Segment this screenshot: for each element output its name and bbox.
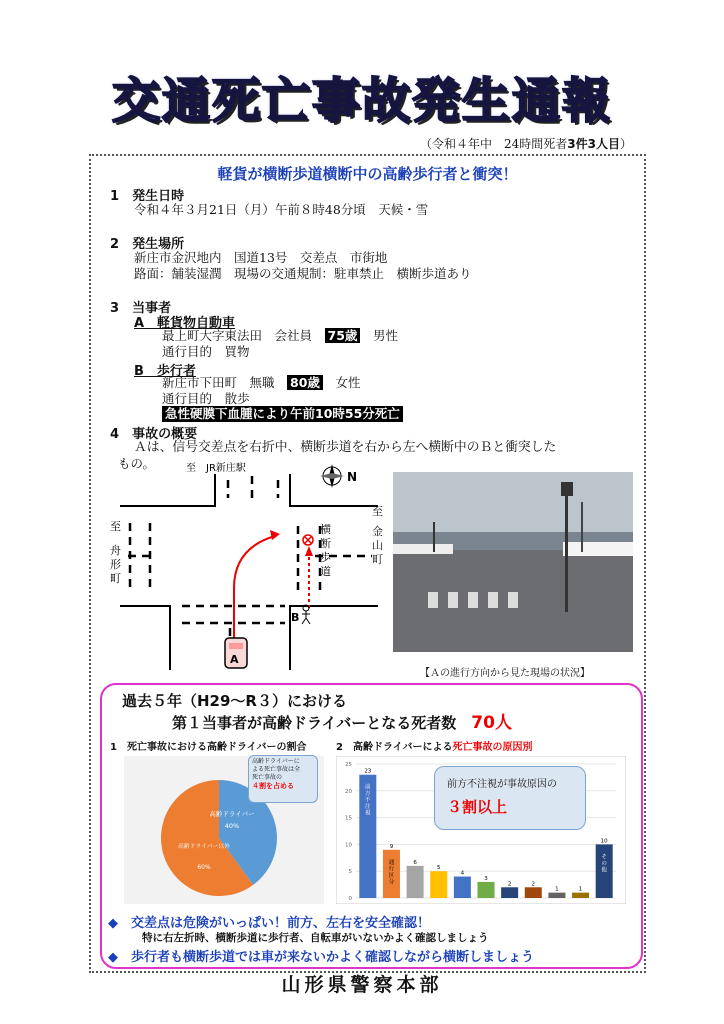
label-crosswalk-2: 断 xyxy=(320,537,331,550)
bar-label-11-0: そ xyxy=(601,854,607,861)
stats-heading-2: 第１当事者が高齢ドライバーとなる死者数 70人 xyxy=(172,713,512,733)
bar-7 xyxy=(501,887,518,898)
bar-value-9: 1 xyxy=(555,886,559,893)
bar-6 xyxy=(477,882,494,898)
label-crosswalk-4: 道 xyxy=(320,565,331,578)
label-west-1: 至 xyxy=(110,520,121,533)
chart1-title: 1 死亡事故における高齢ドライバーの割合 xyxy=(110,742,307,753)
bar-value-10: 1 xyxy=(578,886,583,893)
bar-ytick-2: 10 xyxy=(345,842,352,849)
label-west-3: 形 xyxy=(110,558,121,571)
party-b-purpose: 通行目的 散歩 xyxy=(162,391,250,406)
party-b-label: B 歩行者 xyxy=(134,364,196,379)
label-north: 至 JR新庄駅 xyxy=(186,463,246,474)
compass-label: N xyxy=(347,470,358,484)
party-b-age: 80歳 xyxy=(287,375,323,390)
bar-label-1-2: 不 xyxy=(365,797,371,804)
bar-value-11: 10 xyxy=(600,838,608,845)
bar-ytick-4: 20 xyxy=(345,788,352,795)
bar-callout: 前方不注視が事故原因の ３割以上 xyxy=(434,766,586,830)
bar-value-6: 3 xyxy=(484,875,488,882)
section-4-line-2: もの。 xyxy=(118,456,156,471)
bar-ytick-0: 0 xyxy=(348,896,352,902)
label-west-4: 町 xyxy=(110,572,121,585)
bar-value-2: 9 xyxy=(389,843,394,850)
bar-ytick-3: 15 xyxy=(345,815,352,822)
stats-total: 70人 xyxy=(471,713,512,733)
section-3-heading: 3 当事者 xyxy=(110,301,172,316)
scene-photo xyxy=(393,472,633,652)
footer-org: 山形県警察本部 xyxy=(281,974,443,996)
bar-label-2-0: 通 xyxy=(388,859,395,866)
section-4-heading: 4 事故の概要 xyxy=(110,427,198,442)
label-west-2: 舟 xyxy=(110,544,121,557)
bar-9 xyxy=(548,893,565,898)
bar-label-1-1: 方 xyxy=(365,791,371,798)
bar-4 xyxy=(430,871,447,898)
bar-value-1: 23 xyxy=(364,768,372,775)
bar-value-8: 2 xyxy=(531,881,536,888)
pie-value-older: 40% xyxy=(224,822,240,830)
bar-label-11-2: 他 xyxy=(601,867,607,874)
party-b-info: 新庄市下田町 無職 80歳 女性 xyxy=(162,375,361,390)
section-1-line: 令和４年３月21日（月）午前８時48分頃 天候・雪 xyxy=(134,202,429,217)
bar-10 xyxy=(572,893,589,898)
bar-label-2-3: 分 xyxy=(388,879,395,886)
label-crosswalk-1: 横 xyxy=(320,523,331,536)
intersection-diagram xyxy=(110,458,390,678)
bar-ytick-1: 5 xyxy=(348,869,352,876)
bullet-1-sub: 特に右左折時、横断歩道に歩行者、自転車がいないかよく確認しましょう xyxy=(142,932,489,944)
label-a: A xyxy=(230,653,239,666)
party-a-info: 最上町大字東法田 会社員 75歳 男性 xyxy=(162,328,398,343)
bar-value-5: 4 xyxy=(460,870,465,877)
section-4-line-1: Ａは、信号交差点を右折中、横断歩道を右から左へ横断中のＢと衝突した xyxy=(134,440,557,455)
party-a-label: A 軽貨物自動車 xyxy=(134,316,236,331)
pie-callout: 高齢ドライバーに よる死亡事故は全 死亡事故の ４割を占める xyxy=(248,755,318,803)
compass-icon xyxy=(320,464,344,488)
bar-label-2-1: 行 xyxy=(388,866,395,873)
party-a-purpose: 通行目的 買物 xyxy=(162,344,250,359)
bar-ytick-5: 25 xyxy=(345,762,352,768)
section-2-line-1: 新庄市金沢地内 国道13号 交差点 市街地 xyxy=(134,250,388,265)
bullet-2: ◆ 歩行者も横断歩道では車が来ないかよく確認しながら横断しましょう xyxy=(108,950,534,965)
pie-label-older: 高齢ドライバー xyxy=(209,810,255,818)
bar-label-1-0: 前 xyxy=(365,784,371,791)
bar-label-2-2: 区 xyxy=(388,872,395,879)
bar-label-11-1: の xyxy=(601,860,607,867)
pedestrian-icon xyxy=(302,605,310,624)
label-crosswalk-3: 歩 xyxy=(320,551,331,564)
bar-3 xyxy=(407,866,424,898)
chart2-title: 2 高齢ドライバーによる死亡事故の原因別 xyxy=(336,742,533,753)
bullet-1: ◆ 交差点は危険がいっぱい！前方、左右を安全確認！ xyxy=(108,916,430,931)
party-a-age: 75歳 xyxy=(325,328,361,343)
headline: 軽貨が横断歩道横断中の高齢歩行者と衝突！ xyxy=(217,165,518,183)
bar-5 xyxy=(454,877,471,898)
pie-value-other: 60% xyxy=(197,864,211,871)
bar-8 xyxy=(525,887,542,898)
label-b: B xyxy=(291,611,300,624)
section-2-line-2: 路面：舗装湿潤 現場の交通規制：駐車禁止 横断歩道あり xyxy=(134,266,472,281)
section-1-heading: 1 発生日時 xyxy=(110,189,185,204)
bar-label-1-3: 注 xyxy=(365,804,371,811)
page-title: 交通死亡事故発生通報 xyxy=(111,73,612,129)
party-b-result: 急性硬膜下血腫により午前10時55分死亡 xyxy=(162,406,403,422)
stats-heading-1: 過去５年（H29～R３）における xyxy=(122,692,347,710)
bar-value-3: 6 xyxy=(413,859,417,866)
subtitle: （令和４年中 24時間死者3件3人目） xyxy=(420,137,632,151)
label-east: 至 金 山 町 xyxy=(372,505,383,566)
bar-label-1-4: 視 xyxy=(365,810,371,817)
bar-value-4: 5 xyxy=(436,865,441,872)
photo-caption: 【Ａの進行方向から見た現場の状況】 xyxy=(420,668,590,679)
pie-label-other: 高齢ドライバー以外 xyxy=(178,844,230,850)
section-2-heading: 2 発生場所 xyxy=(110,237,185,252)
bar-value-7: 2 xyxy=(507,881,512,888)
